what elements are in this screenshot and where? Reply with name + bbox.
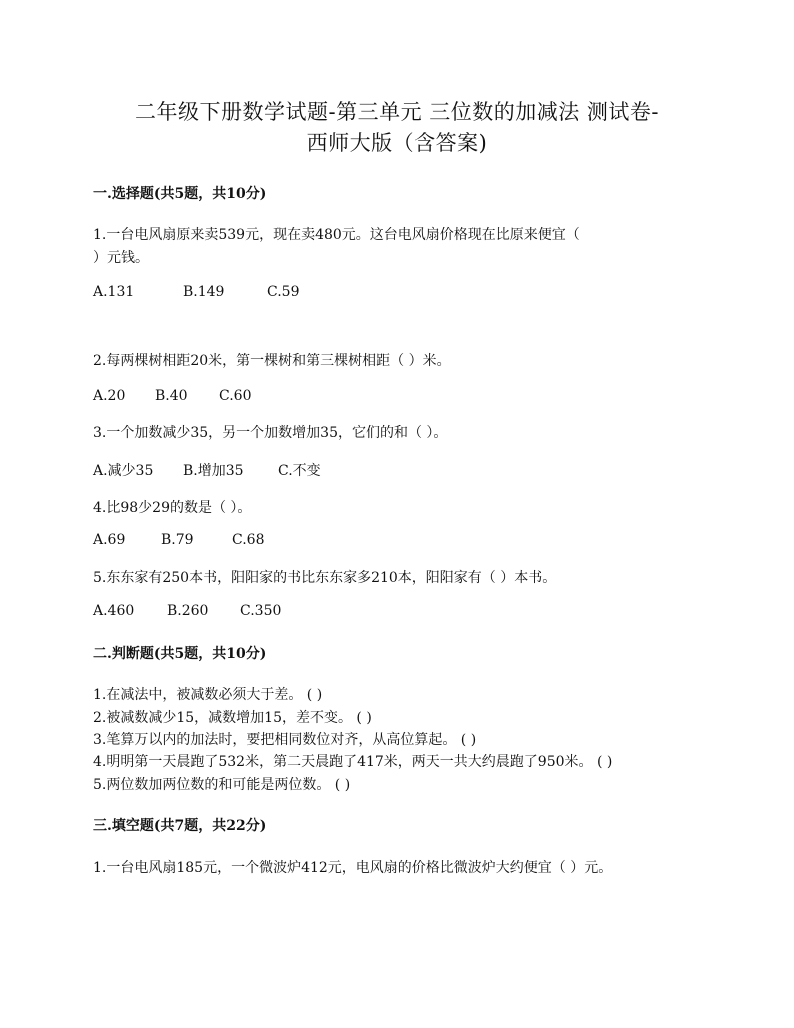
fill-item-1: 1.一台电风扇185元，一个微波炉412元，电风扇的价格比微波炉大约便宜（ ）元。 bbox=[93, 860, 613, 876]
judge-item-5: 5.两位数加两位数的和可能是两位数。 ( ) bbox=[93, 777, 351, 793]
option-c: C.不变 bbox=[278, 463, 321, 479]
document-title-line-1: 二年级下册数学试题-第三单元 三位数的加减法 测试卷- bbox=[134, 100, 660, 124]
question-5-text: 5.东东家有250本书，阳阳家的书比东东家多210本，阳阳家有（ ）本书。 bbox=[93, 570, 557, 586]
option-b: B.149 bbox=[183, 284, 225, 300]
option-c: C.60 bbox=[219, 388, 252, 404]
option-c: C.68 bbox=[232, 532, 265, 548]
question-2-text: 2.每两棵树相距20米，第一棵树和第三棵树相距（ ）米。 bbox=[93, 353, 451, 369]
option-c: C.350 bbox=[240, 603, 282, 619]
option-a: A.131 bbox=[93, 284, 135, 300]
option-b: B.增加35 bbox=[183, 463, 244, 479]
option-a: A.20 bbox=[93, 388, 126, 404]
judge-item-3: 3.笔算万以内的加法时，要把相同数位对齐，从高位算起。 ( ) bbox=[93, 732, 477, 748]
section-heading-true-false: 二.判断题(共5题，共10分) bbox=[93, 646, 267, 662]
option-c: C.59 bbox=[267, 284, 300, 300]
section-heading-choice: 一.选择题(共5题，共10分) bbox=[93, 186, 267, 202]
question-4-text: 4.比98少29的数是（ ）。 bbox=[93, 500, 252, 516]
document-title-line-2: 西师大版（含答案) bbox=[306, 131, 488, 155]
option-b: B.260 bbox=[167, 603, 209, 619]
question-1-text-line-1: 1.一台电风扇原来卖539元，现在卖480元。这台电风扇价格现在比原来便宜（ bbox=[93, 227, 580, 243]
judge-item-4: 4.明明第一天晨跑了532米，第二天晨跑了417米，两天一共大约晨跑了950米。 ( ) bbox=[93, 754, 613, 770]
section-heading-fill-blank: 三.填空题(共7题，共22分) bbox=[93, 818, 267, 834]
option-a: A.减少35 bbox=[93, 463, 154, 479]
option-a: A.69 bbox=[93, 532, 126, 548]
judge-item-2: 2.被减数减少15，减数增加15，差不变。 ( ) bbox=[93, 710, 372, 726]
option-b: B.40 bbox=[155, 388, 188, 404]
judge-item-1: 1.在减法中，被减数必须大于差。 ( ) bbox=[93, 687, 323, 703]
option-a: A.460 bbox=[93, 603, 135, 619]
question-3-text: 3.一个加数减少35，另一个加数增加35，它们的和（ ）。 bbox=[93, 425, 448, 441]
option-b: B.79 bbox=[161, 532, 194, 548]
question-1-text-line-2: ）元钱。 bbox=[93, 250, 149, 266]
